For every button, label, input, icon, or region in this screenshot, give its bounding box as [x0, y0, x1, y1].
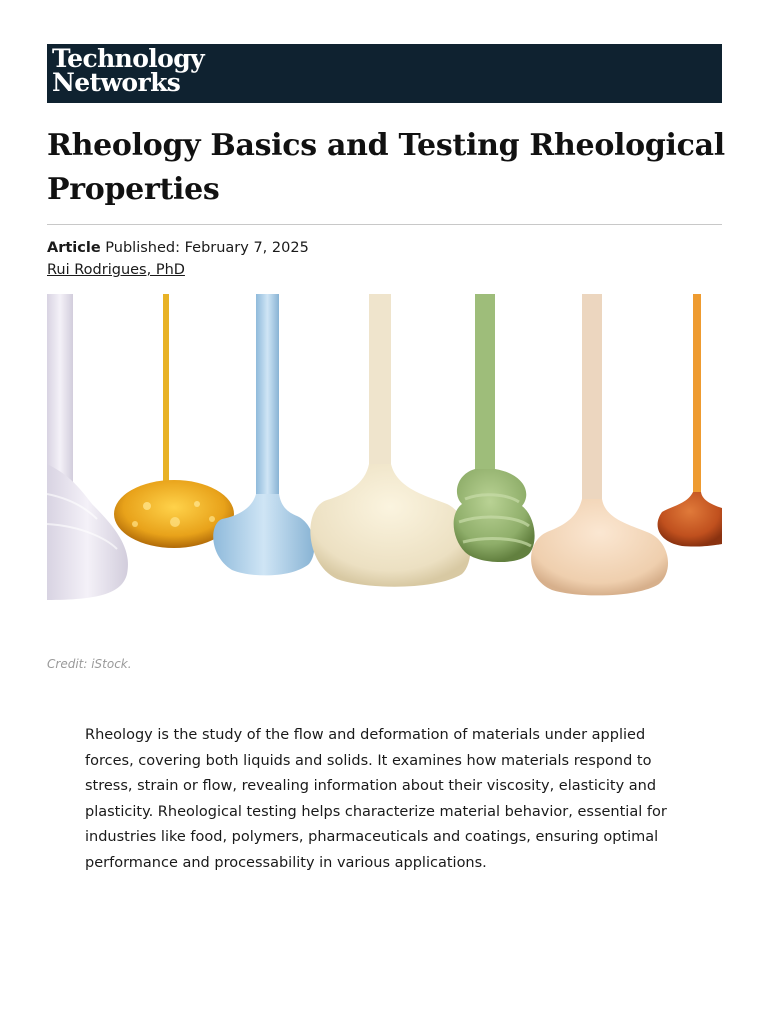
publish-date: Published: February 7, 2025 — [105, 240, 309, 256]
flowing-liquids-image — [47, 294, 722, 614]
article-meta — [47, 238, 309, 259]
article-title: Rheology Basics and Testing Rheological Properties — [47, 128, 725, 207]
site-logo[interactable] — [47, 44, 722, 103]
article-type: Article — [47, 240, 101, 256]
logo-line-2: Networks — [52, 68, 181, 97]
image-credit: Credit: iStock. — [47, 657, 132, 671]
author-link[interactable]: Rui Rodrigues, PhD — [47, 262, 185, 278]
logo-line-1: Technology — [52, 44, 205, 73]
logo-wordmark — [52, 44, 205, 97]
title-divider — [47, 224, 722, 225]
hero-image — [47, 294, 722, 614]
article-summary: Rheology is the study of the flow and deformation of materials under applied forces, covering both liquids and solids. It examines how materials respond to stress, strain or flow, revealing information about their viscosity, elasticity and plasticity. Rheological testing helps characterize material behavior, essential for industries like food, polymers, pharmaceuticals and coatings, ensuring optimal performance and processability in various applications. — [85, 727, 667, 871]
